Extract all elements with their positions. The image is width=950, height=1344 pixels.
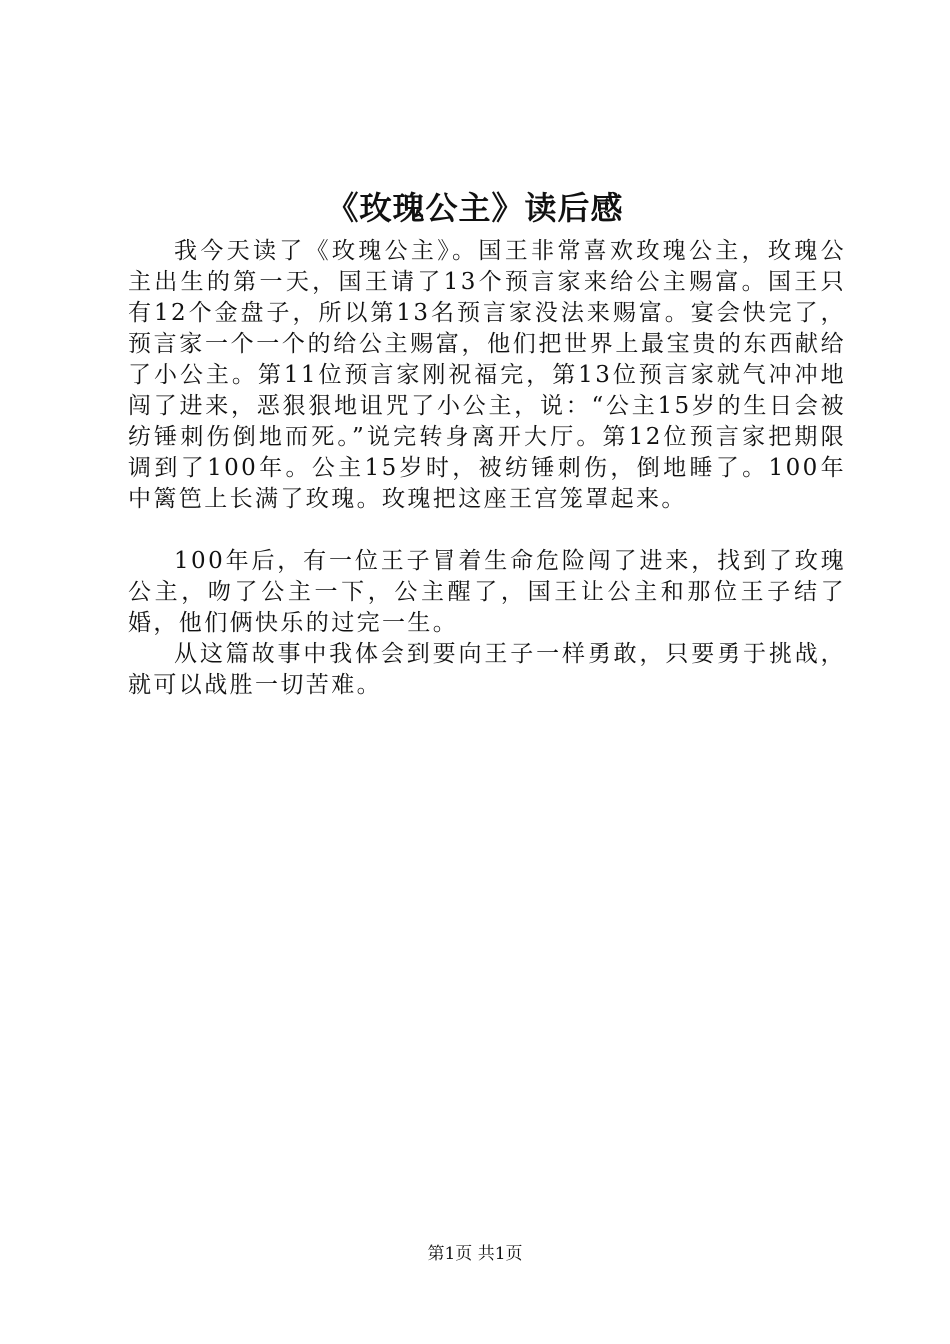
page-number: 第1页 共1页 <box>427 1244 523 1264</box>
document-body <box>128 236 846 701</box>
paragraph-3: 从这篇故事中我体会到要向王子一样勇敢，只要勇于挑战，就可以战胜一切苦难。 <box>128 641 846 698</box>
paragraph-2: 100年后，有一位王子冒着生命危险闯了进来，找到了玫瑰公主，吻了公主一下，公主醒了，国王让公主和那位王子结了婚，他们俩快乐的过完一生。 <box>128 548 846 636</box>
document-title: 《玫瑰公主》读后感 <box>326 189 624 227</box>
paragraph-1: 我今天读了《玫瑰公主》。国王非常喜欢玫瑰公主，玫瑰公主出生的第一天，国王请了13个预言家来给公主赐富。国王只有12个金盘子，所以第13名预言家没法来赐富。宴会快完了，预言家一个一个的给公主赐富，他们把世界上最宝贵的东西献给了小公主。第11位预言家刚祝福完，第13位预言家就气冲冲地闯了进来，恶狠狠地诅咒了小公主，说：“公主15岁的生日会被纺锤刺伤倒地而死。”说完转身离开大厅。第12位预言家把期限调到了100年。公主15岁时，被纺锤刺伤，倒地睡了。100年中篱笆上长满了玫瑰。玫瑰把这座王宫笼罩起来。 <box>128 238 846 512</box>
